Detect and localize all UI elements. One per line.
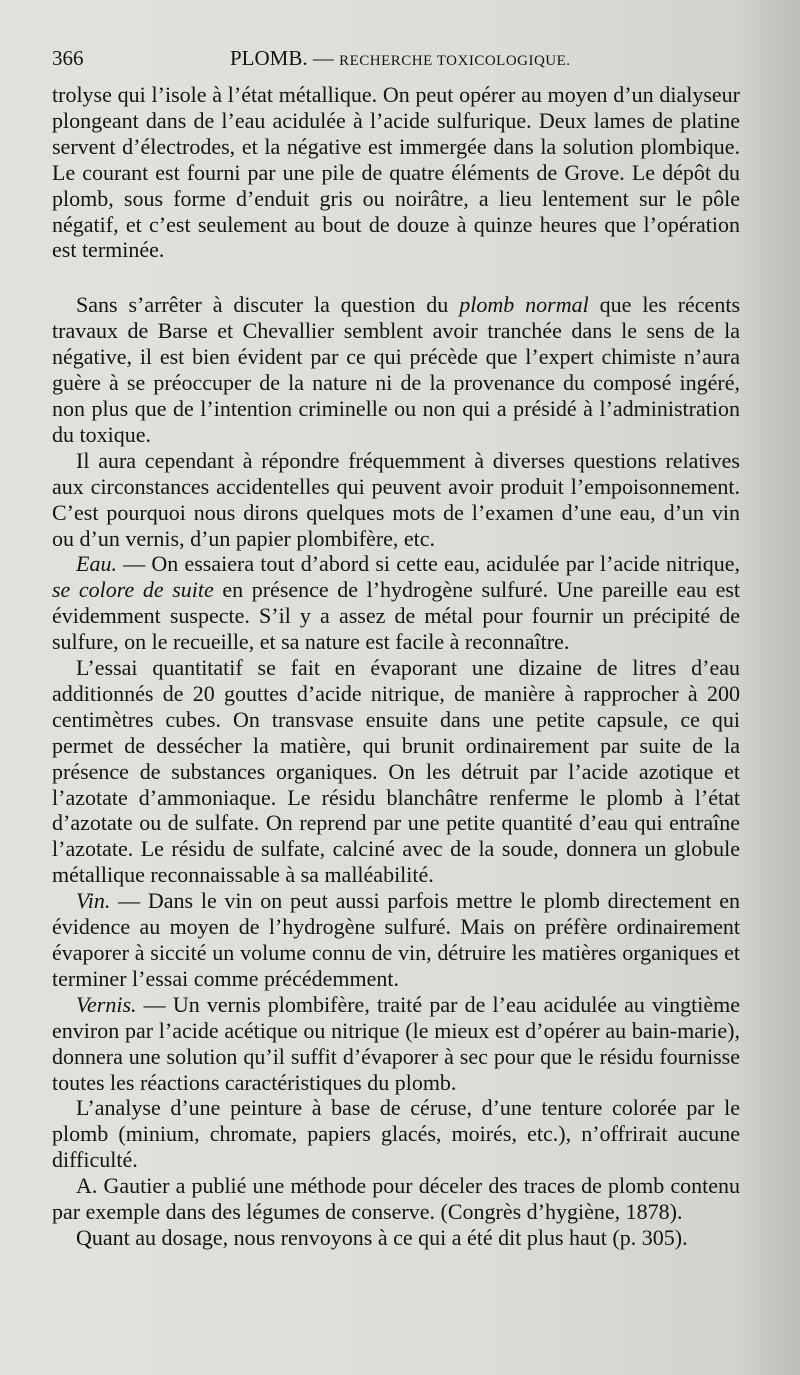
running-title <box>230 46 571 71</box>
paragraph-gautier: A. Gautier a publié une méthode pour déceler des traces de plomb contenu par exemple dans des légumes de conserve. (Congrès d’hygiène, 1878). <box>52 1173 740 1225</box>
italic-term: plomb normal <box>459 292 589 318</box>
subsection-heading-vin: Vin. <box>76 888 111 914</box>
italic-term: se colore de suite <box>52 577 214 603</box>
paragraph-dosage: Quant au dosage, nous renvoyons à ce qui a été dit plus haut (p. 305). <box>76 1224 688 1250</box>
paragraph-text: que les récents travaux de Barse et Chevallier semblent avoir tranchée dans le sens de la négative, il est bien évident par ce qui précède que l’expert chimiste n’aura guère à se préoccuper de la nature ni de la provenance du composé ingéré, non plus que de l’intention criminelle ou non qui a présidé à l’administration du toxique. <box>52 292 740 447</box>
paragraph-text: — On essaiera tout d’abord si cette eau, acidulée par l’acide nitrique, <box>116 551 740 577</box>
paragraph-essai-quantitatif: L’essai quantitatif se fait en évaporant une dizaine de litres d’eau additionnés de 20 gouttes d’acide nitrique, de manière à rapprocher à 200 centimètres cubes. On transvase ensuite dans une petite capsule, ce qui permet de dessécher la matière, qui brunit ordinairement par suite de la présence de substances organiques. On les détruit par l’acide azotique et l’azotate d’ammoniaque. Le résidu blanchâtre renferme le plomb à l’état d’azotate ou de sulfate. On reprend par une petite quantité d’eau qui entraîne l’azotate. Le résidu de sulfate, calciné avec de la soude, donnera un globule métallique reconnaissable à sa malléabilité. <box>52 655 740 888</box>
paragraph-plomb-normal <box>52 292 740 447</box>
subsection-heading-eau: Eau. <box>76 551 117 577</box>
running-title-sub: RECHERCHE TOXICOLOGIQUE. <box>339 53 571 69</box>
paragraph-text: — Un vernis plombifère, traité par de l’eau acidulée au vingtième environ par l’acide acétique ou nitrique (le mieux est d’opérer au bain-marie), donnera une solution qu’il suffit d’évaporer à sec pour que le résidu fournisse toutes les réactions caractéristiques du plomb. <box>52 991 740 1095</box>
paragraph-eau <box>52 551 740 655</box>
paragraph-electrolysis: trolyse qui l’isole à l’état métallique. On peut opérer au moyen d’un dialyseur plongeant dans de l’eau acidulée à l’acide sulfurique. Deux lames de platine servent d’électrodes, et la négative est immergée dans la solution plombique. Le courant est fourni par une pile de quatre éléments de Grove. Le dépôt du plomb, sous forme d’enduit gris ou noirâtre, a lieu lentement sur le pôle négatif, et c’est seulement au bout de douze à quinze heures que l’opération est terminée. <box>52 82 740 263</box>
subsection-heading-vernis: Vernis. <box>76 991 137 1017</box>
paragraph-text: Sans s’arrêter à discuter la question du <box>76 292 460 318</box>
paragraph-vernis <box>52 992 740 1096</box>
paragraph-text: en présence de l’hydrogène sulfuré. Une pareille eau est évidemment suspecte. S’il y a assez de métal pour fournir un précipité de sulfure, on le recueille, et sa nature est facile à reconnaître. <box>52 577 741 655</box>
running-header <box>52 46 742 76</box>
paragraph-circumstances: Il aura cependant à répondre fréquemment à diverses questions relatives aux circonstances accidentelles qui peuvent avoir produit l’empoisonnement. C’est pourquoi nous dirons quelques mots de l’examen d’une eau, d’un vin ou d’un vernis, d’un papier plombifère, etc. <box>52 447 740 551</box>
paragraph-text: — Dans le vin on peut aussi parfois mettre le plomb directement en évidence au moyen de l’hydrogène sulfuré. Mais on préfère ordinairement évaporer à siccité un volume connu de vin, détruire les matières organiques et terminer l’essai comme précédemment. <box>52 888 740 991</box>
paragraph-peinture: L’analyse d’une peinture à base de céruse, d’une tenture colorée par le plomb (minium, chromate, papiers glacés, moirés, etc.), n’offrirait aucune difficulté. <box>52 1095 740 1173</box>
body-text <box>52 82 740 1251</box>
paragraph-vin <box>52 888 740 992</box>
running-title-main: PLOMB. — <box>230 46 340 70</box>
page-number: 366 <box>52 46 84 70</box>
